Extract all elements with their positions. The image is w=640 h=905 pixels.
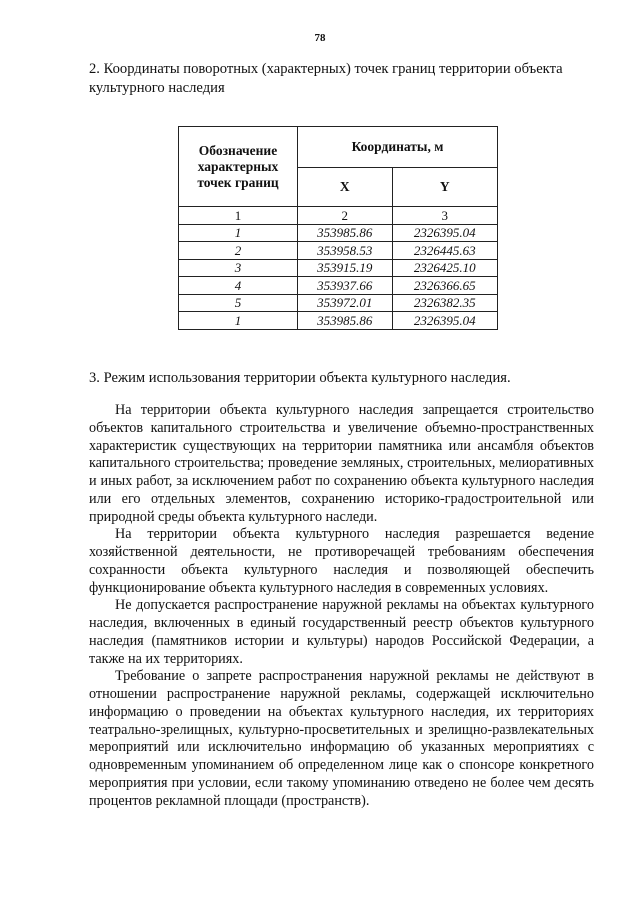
table-cell: 2 xyxy=(298,207,393,225)
paragraph-permitted-activity: На территории объекта культурного наследия разрешается ведение хозяйственной деятельности, не противоречащей требованиям обеспечения сохранности объекта культурного наследия и позволяющей обеспечить функционирование объекта культурного наследия в современных условиях. xyxy=(89,526,594,596)
table-row xyxy=(179,312,498,330)
table-cell: 3 xyxy=(392,207,497,225)
x-coordinate-cell: 353915.19 xyxy=(298,259,393,277)
y-coordinate-cell: 2326395.04 xyxy=(392,312,497,330)
section-3-heading: 3. Режим использования территории объекта культурного наследия. xyxy=(89,370,511,386)
y-coordinate-cell: 2326425.10 xyxy=(392,259,497,277)
x-coordinate-cell: 353985.86 xyxy=(298,312,393,330)
page-number: 78 xyxy=(314,32,326,44)
coordinates-table xyxy=(178,126,498,330)
header-y: Y xyxy=(392,168,497,207)
section-2-heading: 2. Координаты поворотных (характерных) точек границ территории объекта культурного наследия xyxy=(89,61,563,96)
paragraph-advertising-ban: Не допускается распространение наружной рекламы на объектах культурного наследия, включенных в единый государственный реестр объектов культурного наследия (памятников истории и культуры) народов Российской Федерации, а также на их территориях. xyxy=(89,597,594,667)
paragraph-advertising-exception: Требование о запрете распространения наружной рекламы не действуют в отношении распространение наружной рекламы, содержащей исключительно информацию о проведении на объектах культурного наследия, их территориях театрально-зрелищных, культурно-просветительных и зрелищно-развлекательных мероприятий или исключительно информацию об указанных мероприятиях с одновременным упоминанием об определенном лице как о спонсоре конкретного мероприятия при условии, если такому упоминанию отведено не более чем десять процентов рекламной площади (пространств). xyxy=(89,668,594,809)
column-numbering-row xyxy=(179,207,498,225)
header-x: X xyxy=(298,168,393,207)
y-coordinate-cell: 2326382.35 xyxy=(392,294,497,312)
table-row xyxy=(179,294,498,312)
x-coordinate-cell: 353937.66 xyxy=(298,277,393,295)
x-coordinate-cell: 353985.86 xyxy=(298,224,393,242)
paragraph-prohibitions: На территории объекта культурного наследия запрещается строительство объектов капитального строительства и увеличение объемно-пространственных характеристик существующих на территории памятника или ансамбля объектов капитального строительства; проведение земляных, строительных, мелиоративных и иных работ, за исключением работ по сохранению объекта культурного наследия или его отдельных элементов, сохранению историко-градостроительной или природной среды объекта культурного наследи. xyxy=(89,402,594,525)
section-3-body xyxy=(89,402,594,810)
y-coordinate-cell: 2326445.63 xyxy=(392,242,497,260)
y-coordinate-cell: 2326366.65 xyxy=(392,277,497,295)
table-cell: 1 xyxy=(179,207,298,225)
point-id-cell: 2 xyxy=(179,242,298,260)
x-coordinate-cell: 353958.53 xyxy=(298,242,393,260)
header-coordinates: Координаты, м xyxy=(298,127,498,168)
x-coordinate-cell: 353972.01 xyxy=(298,294,393,312)
header-point-designation: Обозначение характерных точек границ xyxy=(179,127,298,207)
table-row xyxy=(179,259,498,277)
table-row xyxy=(179,277,498,295)
table-row xyxy=(179,242,498,260)
y-coordinate-cell: 2326395.04 xyxy=(392,224,497,242)
point-id-cell: 5 xyxy=(179,294,298,312)
table-row xyxy=(179,224,498,242)
point-id-cell: 1 xyxy=(179,224,298,242)
point-id-cell: 3 xyxy=(179,259,298,277)
point-id-cell: 1 xyxy=(179,312,298,330)
point-id-cell: 4 xyxy=(179,277,298,295)
